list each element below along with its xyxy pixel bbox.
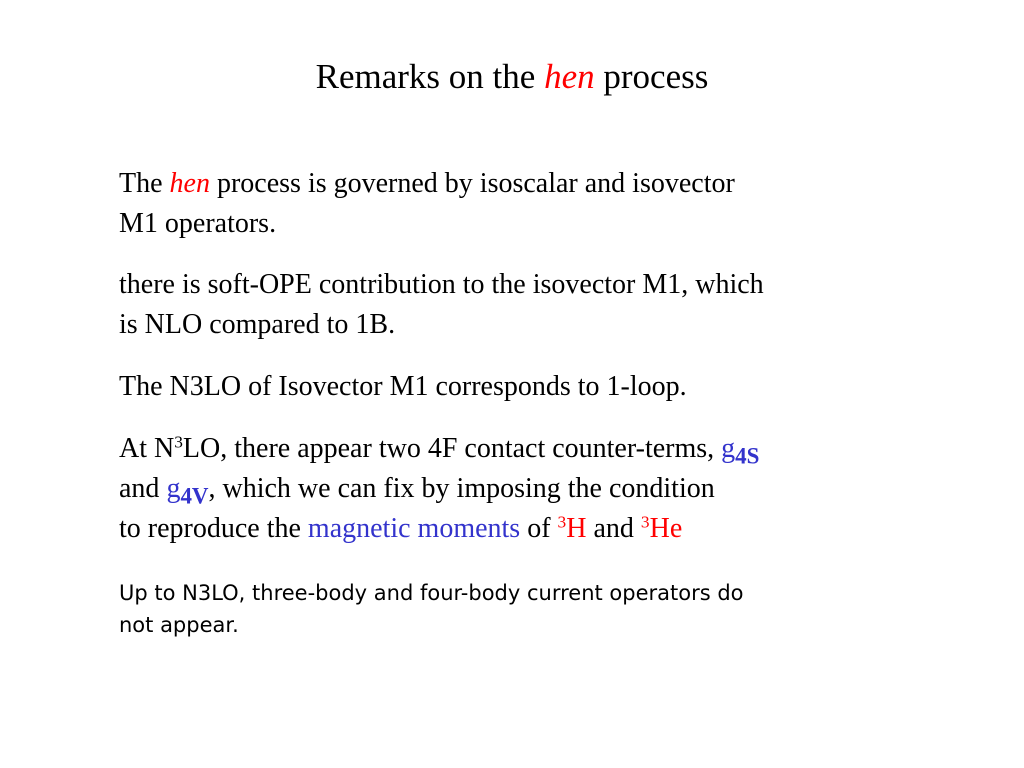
isotope-he3 xyxy=(641,513,682,544)
element-symbol: H xyxy=(566,513,587,544)
element-symbol: He xyxy=(649,513,683,544)
bullet-no-many-body-currents xyxy=(119,577,971,641)
mass-number: 3 xyxy=(557,512,567,532)
bullet-line xyxy=(119,164,972,204)
superscript-3: 3 xyxy=(174,432,183,452)
bullet-line: there is soft-OPE contribution to the isovector M1, which xyxy=(119,269,764,300)
text-run: and xyxy=(119,473,167,504)
title-text-before: Remarks on the xyxy=(315,57,545,96)
bullet-line: is NLO compared to 1B. xyxy=(119,309,396,340)
text-run: to reproduce the xyxy=(119,513,308,544)
coupling-g4v xyxy=(166,473,209,509)
coupling-subscript: 4S xyxy=(735,443,760,469)
coupling-g4s xyxy=(721,433,760,469)
bullet-line: The N3LO of Isovector M1 corresponds to 1-loop. xyxy=(119,371,687,402)
slide-title xyxy=(0,52,1024,102)
isotope-h3 xyxy=(558,513,587,544)
magnetic-moments-text: magnetic moments xyxy=(307,513,521,544)
text-run: and xyxy=(586,513,641,544)
coupling-symbol: g xyxy=(721,433,736,464)
text-run: process is governed by isoscalar and isovector xyxy=(209,168,735,199)
coupling-subscript: 4V xyxy=(180,483,209,509)
bullet-line: Up to N3LO, three-body and four-body current operators do xyxy=(119,581,744,605)
bullet-line: M1 operators. xyxy=(119,208,277,239)
bullet-hen-operators xyxy=(119,164,972,244)
bullet-line xyxy=(119,509,972,549)
bullet-line xyxy=(119,469,972,509)
text-run: The xyxy=(119,168,170,199)
text-run: of xyxy=(520,513,558,544)
text-run: At N xyxy=(119,433,175,464)
bullet-line xyxy=(119,429,972,469)
bullet-line: not appear. xyxy=(119,613,239,637)
mass-number: 3 xyxy=(640,512,650,532)
bullet-soft-ope xyxy=(119,265,972,345)
title-text-after: process xyxy=(594,57,709,96)
bullet-counter-terms xyxy=(119,429,972,549)
bullet-n3lo-loop xyxy=(119,367,972,407)
title-emph-hen: hen xyxy=(544,57,595,96)
text-run: LO, there appear two 4F contact counter-terms, xyxy=(182,433,722,464)
emph-hen: hen xyxy=(169,168,210,199)
text-run: , which we can fix by imposing the condition xyxy=(208,473,715,504)
coupling-symbol: g xyxy=(166,473,181,504)
